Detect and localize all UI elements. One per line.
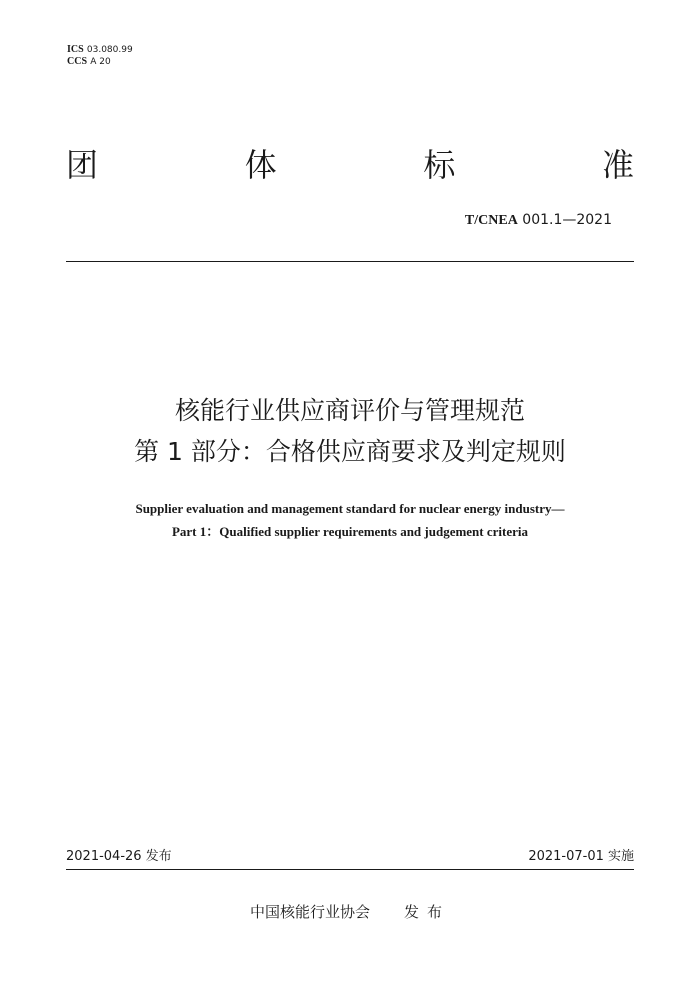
english-title-line-2: Part 1：Qualified supplier requirements and judgement criteria <box>171 524 529 539</box>
header-divider <box>66 261 634 262</box>
publisher-line <box>0 901 700 923</box>
publisher-action: 发布 <box>404 903 451 921</box>
chinese-title-line-2: 第 1 部分：合格供应商要求及判定规则 <box>134 437 566 466</box>
ccs-code-line <box>67 56 133 68</box>
english-title <box>0 497 700 543</box>
standard-number-value: 001.1—2021 <box>522 212 612 228</box>
chinese-title-line-1: 核能行业供应商评价与管理规范 <box>174 396 525 425</box>
standard-number <box>465 212 612 229</box>
ics-label: ICS <box>67 44 84 55</box>
english-title-line-1: Supplier evaluation and management standard for nuclear energy industry— <box>135 501 565 516</box>
ccs-label: CCS <box>67 56 88 67</box>
classification-codes <box>67 44 133 68</box>
date-row <box>66 848 634 866</box>
standard-type-char: 团 <box>66 146 99 184</box>
standard-type-char: 标 <box>423 146 456 184</box>
standard-type-char: 准 <box>601 146 634 184</box>
implementation-date: 2021-07-01 实施 <box>528 849 634 864</box>
ics-code-line <box>67 44 133 56</box>
ics-value: 03.080.99 <box>86 45 133 55</box>
standard-type-char: 体 <box>244 146 277 184</box>
issue-date: 2021-04-26 发布 <box>66 849 172 864</box>
publisher-organization: 中国核能行业协会 <box>249 903 370 921</box>
standard-type-heading <box>66 142 634 188</box>
ccs-value: A 20 <box>90 57 111 67</box>
standard-number-prefix: T/CNEA <box>464 213 518 228</box>
chinese-title <box>0 390 700 472</box>
footer-divider <box>66 869 634 870</box>
